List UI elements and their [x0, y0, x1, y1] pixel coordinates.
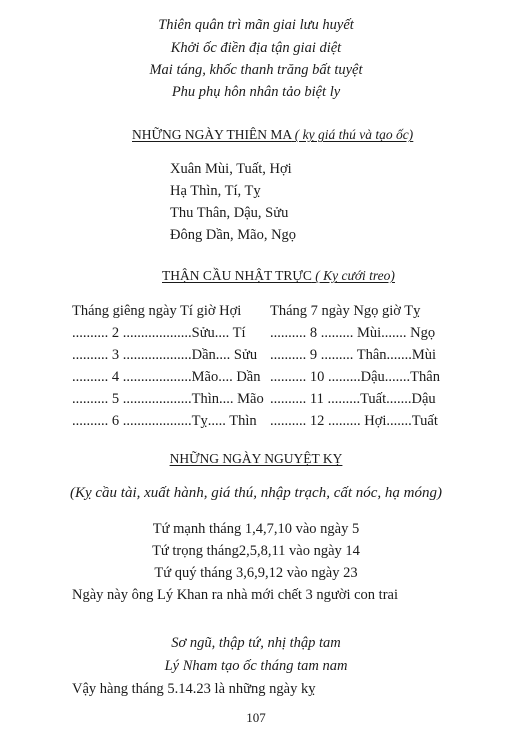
- table-right-row: .......... 8 ......... Mùi....... Ngọ: [270, 325, 436, 341]
- heading-text: NHỮNG NGÀY THIÊN MA: [132, 127, 292, 142]
- section-heading-than-cau: [162, 267, 395, 285]
- heading-note: ( kỵ giá thú và tạo ốc): [294, 127, 414, 142]
- poem-line: Thiên quân trì mãn giai lưu huyết: [158, 17, 354, 33]
- list-item: Đông Dần, Mão, Ngọ: [170, 227, 297, 243]
- poem-line: Lý Nham tạo ốc tháng tam nam: [164, 658, 348, 674]
- heading-text: THẬN CẦU NHẬT TRỰC: [162, 268, 312, 283]
- list-item: Tứ trọng tháng2,5,8,11 vào ngày 14: [152, 543, 360, 559]
- table-right-row: Tháng 7 ngày Ngọ giờ Tỵ: [270, 303, 421, 319]
- poem-line: Khởi ốc điền địa tận giai diệt: [170, 40, 342, 56]
- table-right-row: .......... 11 .........Tuất.......Dậu: [270, 391, 436, 407]
- list-item: Tứ mạnh tháng 1,4,7,10 vào ngày 5: [152, 521, 360, 537]
- list-item: Xuân Mùi, Tuất, Hợi: [170, 161, 292, 177]
- list-item: Hạ Thìn, Tí, Tỵ: [170, 183, 261, 199]
- story-line: Ngày này ông Lý Khan ra nhà mới chết 3 người con trai: [72, 587, 398, 603]
- poem-line: Phu phụ hôn nhân tảo biệt ly: [171, 84, 341, 100]
- table-left-row: .......... 3 ...................Dần.... Sửu: [72, 347, 258, 363]
- section-heading-nguyet-ky: NHỮNG NGÀY NGUYỆT KỴ: [169, 451, 343, 466]
- table-left-row: .......... 4 ...................Mão.... Dần: [72, 369, 261, 385]
- table-left-row: .......... 5 ...................Thìn.... Mão: [72, 391, 264, 407]
- table-left-row: Tháng giêng ngày Tí giờ Hợi: [72, 303, 242, 319]
- poem-line: Sơ ngũ, thập tứ, nhị thập tam: [171, 635, 341, 651]
- page-number: 107: [246, 710, 266, 725]
- list-item: Tứ quý tháng 3,6,9,12 vào ngày 23: [154, 565, 358, 581]
- table-right-row: .......... 12 ......... Hợi.......Tuất: [270, 413, 438, 429]
- table-right-row: .......... 10 .........Dậu.......Thân: [270, 369, 440, 385]
- closing-line: Vậy hàng tháng 5.14.23 là những ngày kỵ: [72, 681, 316, 697]
- table-right-row: .......... 9 ......... Thân.......Mùi: [270, 347, 437, 363]
- list-item: Thu Thân, Dậu, Sửu: [170, 205, 289, 221]
- table-left-row: .......... 6 ...................Tỵ..... Thìn: [72, 413, 257, 429]
- table-left-row: .......... 2 ...................Sửu.... Tí: [72, 325, 246, 341]
- heading-note: ( Kỵ cưới treo): [315, 268, 395, 283]
- poem-line: Mai táng, khốc thanh trăng bất tuyệt: [149, 62, 363, 78]
- section-note: (Kỵ cầu tài, xuất hành, giá thú, nhập trạch, cất nóc, hạ móng): [69, 485, 443, 501]
- section-heading-thien-ma: [132, 126, 413, 144]
